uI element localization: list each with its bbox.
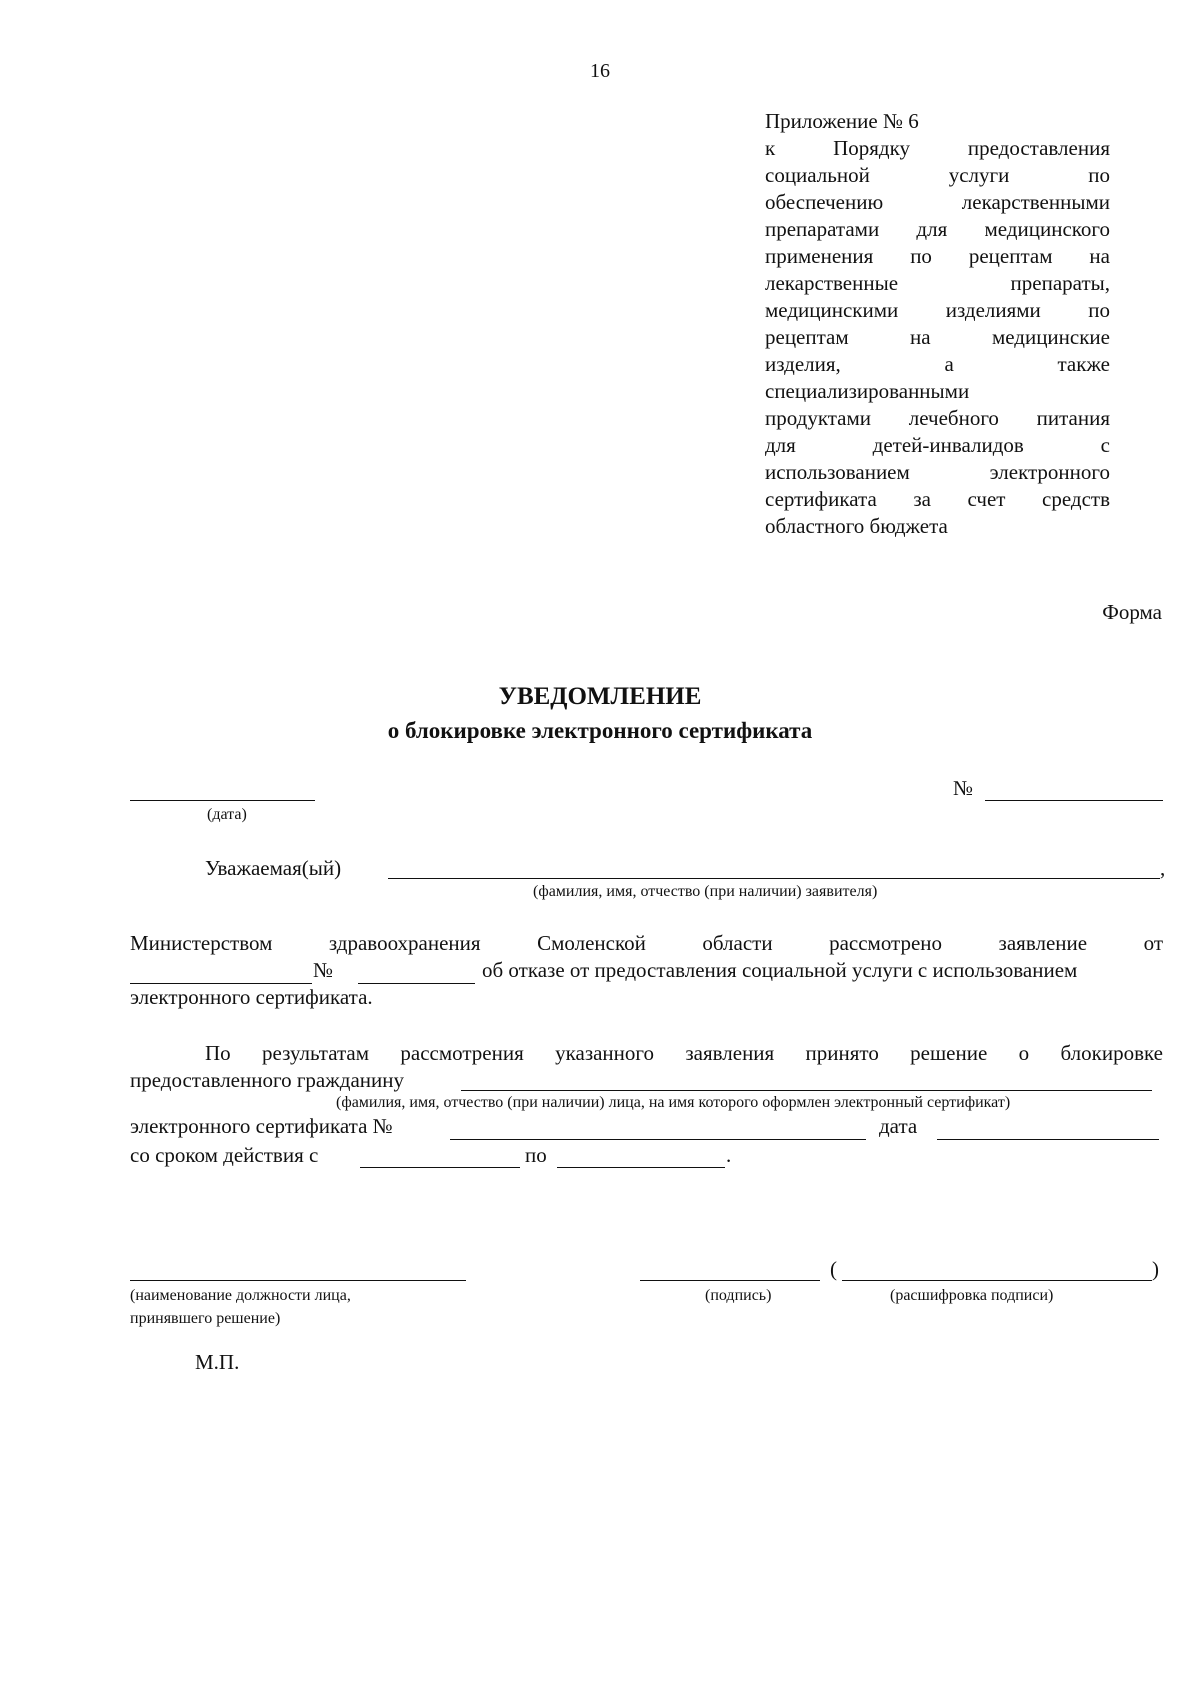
appendix-line: социальной услуги по (765, 163, 1110, 187)
appendix-line: специализированными (765, 379, 970, 403)
document-subtitle: о блокировке электронного сертификата (387, 718, 813, 743)
paragraph1-line2: об отказе от предоставления социальной услуги с использованием (482, 958, 1078, 982)
appendix-line: для детей-инвалидов с (765, 433, 1110, 457)
applicant-caption: (фамилия, имя, отчество (при наличии) заявителя) (533, 883, 878, 900)
paragraph2-line2: предоставленного гражданину (130, 1068, 404, 1092)
appendix-line: сертификата за счет средств (765, 487, 1110, 511)
number-blank[interactable] (985, 800, 1163, 801)
appendix-line: областного бюджета (765, 514, 948, 538)
decode-close-paren: ) (1152, 1257, 1159, 1281)
cert-date-label: дата (879, 1114, 918, 1138)
cert-date-blank[interactable] (937, 1139, 1159, 1140)
paragraph1-line1: Министерством здравоохранения Смоленской области рассмотрено заявление от (130, 931, 1163, 955)
signature-caption: (подпись) (705, 1287, 772, 1304)
validity-period: . (726, 1143, 732, 1167)
holder-caption: (фамилия, имя, отчество (при наличии) лица, на имя которого оформлен электронный сертификат) (336, 1094, 1011, 1111)
decode-caption: (расшифровка подписи) (890, 1287, 1054, 1304)
validity-label: со сроком действия с (130, 1143, 319, 1167)
appendix-line: изделия, а также (765, 352, 1110, 376)
appendix-line: рецептам на медицинские (765, 325, 1110, 349)
date-caption: (дата) (207, 806, 247, 823)
validity-from-blank[interactable] (360, 1167, 520, 1168)
appendix-line: медицинскими изделиями по (765, 298, 1110, 322)
application-number-blank[interactable] (358, 983, 475, 984)
appendix-heading: Приложение № 6 (765, 109, 919, 133)
validity-to-blank[interactable] (557, 1167, 725, 1168)
appendix-line: к Порядку предоставления (765, 136, 1110, 160)
cert-number-label: электронного сертификата № (130, 1114, 393, 1138)
appendix-line: обеспечению лекарственными (765, 190, 1110, 214)
number-label: № (953, 776, 974, 800)
greeting-comma: , (1160, 856, 1166, 880)
cert-number-blank[interactable] (450, 1139, 866, 1140)
position-blank[interactable] (130, 1280, 466, 1281)
appendix-line: применения по рецептам на (765, 244, 1110, 268)
holder-name-blank[interactable] (461, 1090, 1152, 1091)
decode-blank[interactable] (842, 1280, 1152, 1281)
applicant-name-blank[interactable] (388, 878, 1160, 879)
appendix-line: лекарственные препараты, (765, 271, 1110, 295)
appendix-block (765, 108, 1110, 540)
paragraph1-line3: электронного сертификата. (130, 985, 373, 1009)
signature-blank[interactable] (640, 1280, 820, 1281)
page-number: 16 (590, 60, 610, 82)
greeting-label: Уважаемая(ый) (205, 856, 342, 880)
application-date-blank[interactable] (130, 983, 312, 984)
position-caption-line2: принявшего решение) (130, 1310, 281, 1327)
document-title: УВЕДОМЛЕНИЕ (498, 683, 702, 710)
appendix-line: препаратами для медицинского (765, 217, 1110, 241)
position-caption-line1: (наименование должности лица, (130, 1287, 351, 1304)
form-label: Форма (1102, 600, 1162, 624)
decode-open-paren: ( (830, 1257, 837, 1281)
date-blank[interactable] (130, 800, 315, 801)
stamp-label: М.П. (195, 1350, 240, 1374)
appendix-line: продуктами лечебного питания (765, 406, 1110, 430)
appendix-line: использованием электронного (765, 460, 1110, 484)
application-number-label: № (313, 958, 334, 982)
paragraph2-line1: По результатам рассмотрения указанного заявления принято решение о блокировке (205, 1041, 1163, 1065)
validity-to-label: по (525, 1143, 547, 1167)
